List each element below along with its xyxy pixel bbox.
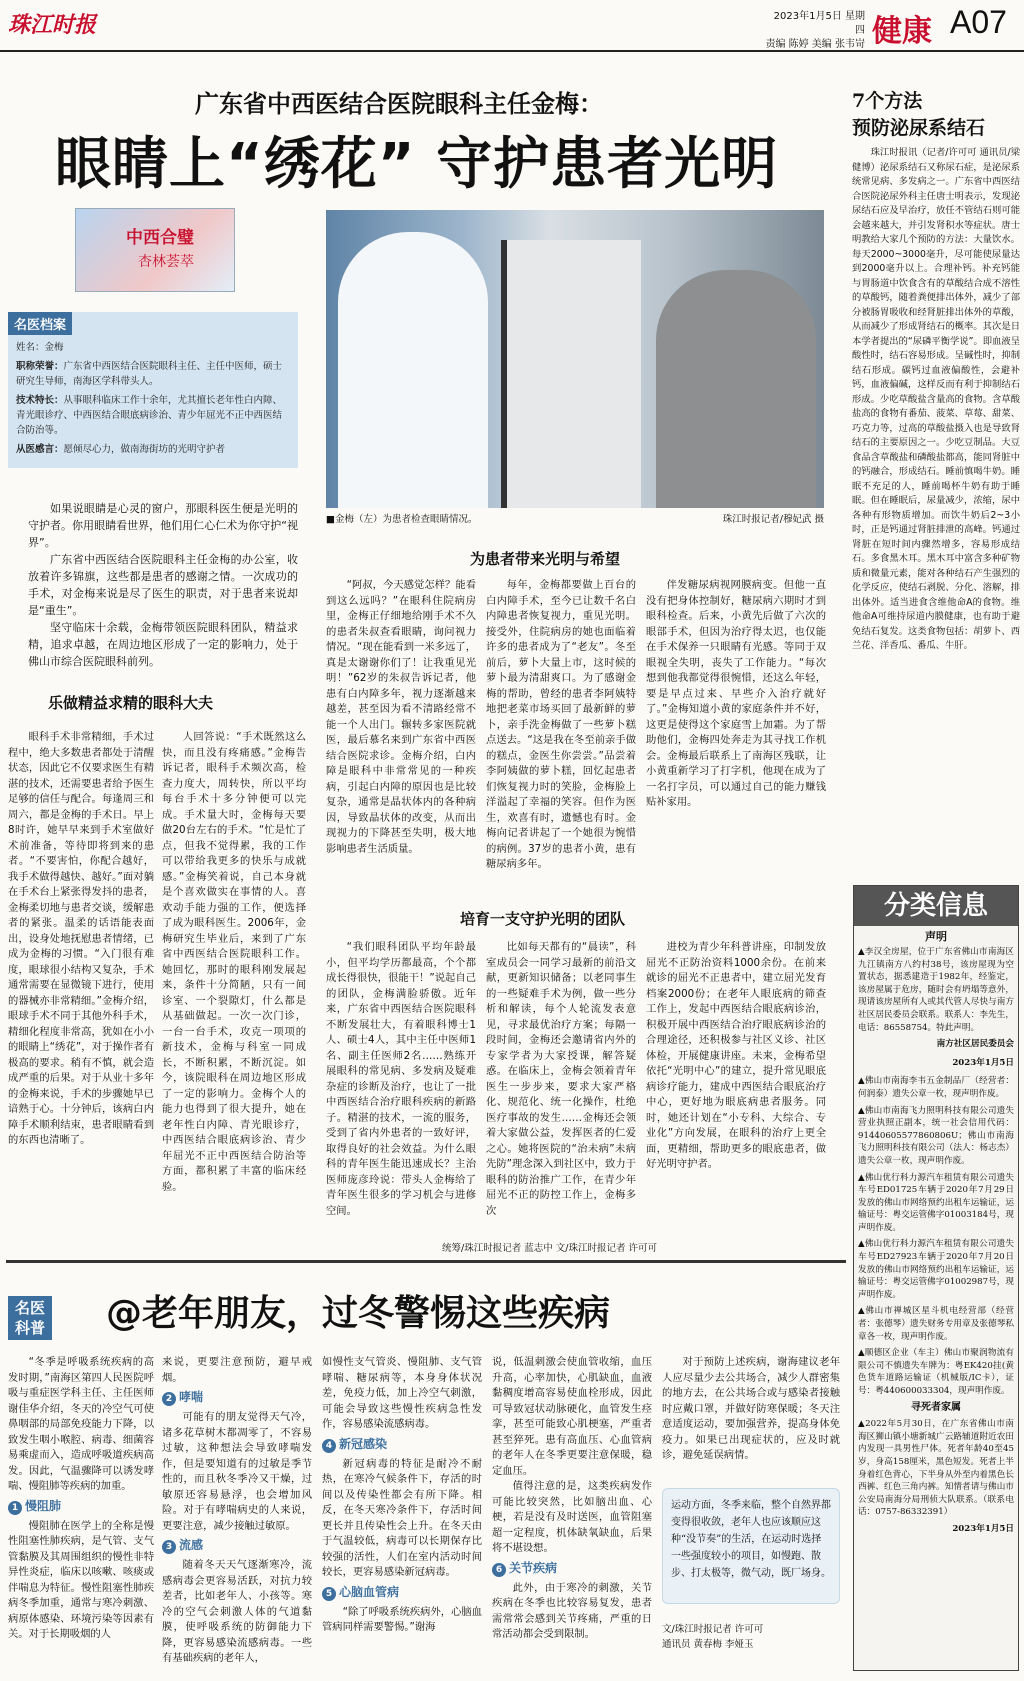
profile-tag: 名医档案 <box>8 312 72 335</box>
logo-line-1: 中西合璧 <box>126 228 194 248</box>
number-badge-2: 2 <box>162 1392 176 1406</box>
copd-text: 慢阻肺在医学上的全称是慢性阻塞性肺疾病，是气管、支气管黏膜及其周围组织的慢性非特异性炎症，临床以咳嗽、咳痰或伴喘息为特征。慢性阻塞性肺疾病冬季加重，通常与寒冷刺激、病原体感染、环境污染等因素有关。对于长期吸烟的人 <box>8 1519 154 1640</box>
article-kicker: 广东省中西医结合医院眼科主任金梅： <box>195 90 603 118</box>
body-column-1: 眼科手术非常精细，手术过程中，绝大多数患者都处于清醒状态，因此它不仅要求医生有精湛的技术，还需要患者给予医生足够的信任与配合。每逢周三和周六，都是金梅的手术日。早上8时许，她早早来到手术室做好术前准备，等待即将到来的患者。“不要害怕，你配合越好，我手术做得越快、越好。”面对躺在手术台上紧张得发抖的患者，金梅柔切地与患者交谈，缓解患者的紧张。温柔的话语能表面出，设身处地抚慰患者情绪，已成为金梅的习惯。“入门很有难度，眼球很小结构又复杂，手术通常需要在显微镜下进行，使用的器械亦非常精细。”金梅介绍，眼球手术不同于其他外科手术，精细化程度非常高，犹如在小小的眼睛上“绣花”，对于操作者有极高的要求。稍有不慎，就会造成严重的后果。对于从业十多年的金梅来说，手术的步骤她早已谙熟于心。十分钟后，该病白内障手术顺利结束，患者眼睛看到的东西也清晰了。 <box>8 731 154 1146</box>
flu-text: 随着冬天天气逐渐寒冷，流感病毒会更容易活跃，对抗力较差者，比如老年人、小孩等。寒冷的空气会刺激人体的气道黏膜，使呼吸系统的防御能力下降，更容易感染流感病毒。一些有基础疾病的老年人， <box>162 1559 312 1664</box>
masthead <box>0 0 1024 52</box>
column-logo <box>75 208 235 292</box>
article-byline: 统筹/珠江时报记者 蓝志中 文/珠江时报记者 许可可 <box>442 1243 657 1254</box>
subhead-asthma <box>162 1390 312 1406</box>
number-badge-3: 3 <box>162 1540 176 1554</box>
profile-name: 姓名：金梅 <box>16 342 64 353</box>
side-title-2: 预防泌尿系结石 <box>852 117 986 139</box>
lead-block <box>28 500 298 670</box>
body-column-7: 比如每天都有的“晨读”，科室成员会一同学习最新的前沿文献，更新知识储备；以老同事生的一些疑难手术为例，做一些分析和解读，每个人轮流发表意见，寻求最优治疗方案；每隔一段时间，金梅还会邀请省内外的专家学者为大家授课，解答疑惑。在临床上，金梅会领着青年医生一步步来，要求大家严格化、规范化、统一化操作，杜绝医疗事故的发生……金梅还会领着大家做公益，发挥医者的仁爱之心。她将医院的“治未病”未病先防”理念深入到社区中，致力于眼科的防治推广工作，在青少年屈光不正的防控工作上，金梅多次 <box>486 941 636 1217</box>
subhead-joint <box>492 1561 652 1577</box>
notice-4: ▲佛山优行科力源汽车租赁有限公司遗失车号ED01725车辆于2020年7月29日发放的佛山市网络预约出租车运输证，运输证号：粤交运管佛字01003184号，现声明作废。 <box>858 1172 1014 1233</box>
notice-8-date: 2023年1月5日 <box>952 1523 1014 1534</box>
subhead-joint-label: 关节疾病 <box>509 1560 558 1575</box>
notice-1-date: 2023年1月5日 <box>952 1057 1014 1068</box>
bottom-credit-correspondent: 通讯员 黄春梅 李娅玉 <box>662 1639 754 1650</box>
bottom-column-2 <box>162 1355 312 1675</box>
photo-slit-lamp <box>501 240 641 508</box>
classifieds-title: 分类信息 <box>854 886 1018 926</box>
section-title: 健康 <box>872 14 932 49</box>
photo-caption: ■金梅（左）为患者检查眼睛情况。 <box>326 514 478 525</box>
bottom-tag: 名医科普 <box>8 1296 52 1340</box>
profile-motto: 愿倾尽心力，做南海街坊的光明守护者 <box>63 444 226 455</box>
bottom-headline: @老年朋友，过冬警惕这些疾病 <box>106 1293 611 1334</box>
side-title-1: 7个方法 <box>852 90 923 112</box>
subhead-3: 培育一支守护光明的团队 <box>460 910 626 928</box>
bottom-column-3 <box>322 1355 482 1675</box>
subhead-covid <box>322 1437 482 1453</box>
notice-3: ▲佛山市南海飞力照明科技有限公司遗失营业执照正副本，统一社会信用代码：91440605577860806U；佛山市南海飞力照明科技有限公司（法人：杨志杰）遗失公章一枚，现声明作废。 <box>858 1105 1014 1166</box>
subhead-covid-label: 新冠感染 <box>339 1436 388 1451</box>
notice-5: ▲佛山优行科力源汽车租赁有限公司遗失车号ED27923车辆于2020年7月20日发放的佛山市网络预约出租车运输证，运输证号：粤交运管佛字01002987号，现声明作废。 <box>858 1239 1014 1300</box>
copd-text-cont: 来说，更要注意预防，避早戒烟。 <box>162 1356 312 1384</box>
subhead-copd-label: 慢阻肺 <box>25 1498 62 1513</box>
profile-skill-row <box>16 393 290 438</box>
body-column-2: 人回答说：“手术既然这么快，而且没有疼痛感。”金梅告诉记者，眼科手术频次高，检查力度大，周转快，所以平均每台手术十多分钟便可以完成。手术量大时，金梅每天要做20台左右的手术。“忙是忙了点，但我不觉得累，我的工作可以带给我更多的快乐与成就感。”金梅笑着说，自己本身就是个喜欢做实在事情的人。喜欢动手能力强的工作，便选择了成为眼科医生。2006年，金梅研究生毕业后，来到了广东省中西医结合医院眼科工作。她回忆，那时的眼科刚发展起来，条件十分简陋，只有一间诊室、一个裂隙灯，什么都是从基础做起。一次一次门诊，一台一台手术，攻克一项项的新技术，金梅与科室一同成长，不断积累，不断沉淀。如今，该院眼科在周边地区形成了一定的影响力。金梅个人的能力也得到了很大提升，她在老年性白内障、青光眼诊疗，中西医结合眼底病诊治、青少年屈光不正中西医结合防治等方面，都积累了丰富的临床经验。 <box>162 731 306 1193</box>
subhead-copd <box>8 1499 154 1515</box>
photo-caption-row <box>326 511 824 525</box>
exercise-tip-text: 运动方面，冬季来临，整个自然界都变得很收敛，老年人也应该顺应这种“没节奏”的生活，在运动时选择一些强度较小的项目，如慢跑、散步、打太极等，微气动，既厂场身。 <box>671 1500 831 1579</box>
notice-7: ▲顺德区企业（车主）佛山市聚润物流有限公司不慎遗失车牌为：粤EK420挂(黄色货车道路运输证（机械版/IC卡），证号：粤440600033304，现声明作废。 <box>858 1348 1014 1396</box>
profile-motto-row <box>16 442 290 457</box>
classifieds-subtitle: 声明 <box>925 930 947 943</box>
classifieds-text <box>858 946 1014 1542</box>
cardio-note: 值得注意的是，这类疾病发作可能比较突然，比如脑出血、心梗，若是没有及时送医，血管阻塞超一定程度，机体缺氧缺血，后果将不堪设想。 <box>492 1480 652 1554</box>
number-badge-6: 6 <box>492 1563 506 1577</box>
subhead-2: 为患者带来光明与希望 <box>470 550 621 568</box>
issue-date: 2023年1月5日 星期四 <box>773 11 865 36</box>
body-column-4: 每年，金梅都要做上百台的白内障手术，至今已让数千名白内障患者恢复视力，重见光明。接受外，住院病房的她也面临着许多的患者成为了“老友”。冬至前后，萝卜大量上市，这时候的萝卜最为清甜爽口。为了感谢金梅的帮助，曾经的患者李阿姨特地把老菜市场买回了最新鲜的萝卜，亲手洗金梅做了一些萝卜糕点送去。“这是我在冬至前亲手做的糕点，金医生你尝尝。”品尝着李阿姨做的萝卜糕，回忆起患者们恢复视力时的笑脸，金梅脸上洋溢起了幸福的笑容。但作为医生，欢喜有时，遗憾也有时。金梅向记者讲起了一个她很为惋惜的病例。37岁的患者小黄，患有糖尿病多年。 <box>486 579 636 870</box>
exercise-tip-box <box>662 1488 840 1604</box>
subhead-cardio <box>322 1585 482 1601</box>
main-photo <box>326 210 824 508</box>
bottom-credit-writer: 文/珠江时报记者 许可可 <box>662 1624 764 1635</box>
side-body: 珠江时报讯（记者/许可可 通讯员/梁健博）泌尿系结石又称尿石症，是泌尿系统常见病、多发病之一。广东省中西医结合医院泌尿外科主任唐士明表示，发现泌尿结石应及早治疗，放任不管结石则可能会越来越大，并引发肾积水等症状。唐士明教给大家几个预防的方法：大量饮水。每天2000~3000毫升，尽可能使尿量达到2000毫升以上。合理补钙。补充钙能与胃肠道中饮食含有的草酸结合成不溶性的草酸钙，随着粪便排出体外，减少了部分被肠胃吸收和经肾脏排出体外的草酸，从而减少了形成肾结石的概率。其次是日本学者提出的“尿磷平衡学说”。即血液呈酸性时，结石容易形成。呈碱性时，抑制结石形成。碳钙过血液偏酸性，会避补钙，血液偏碱，这样反而有利于抑制结石形成。少吃草酸盐含量高的食物。含草酸盐高的食物有番茄、菠菜、草莓、甜菜、巧克力等，过高的草酸盐摄入也是导致肾结石的主要原因之一。少吃豆制品。大豆食品含草酸盐和磷酸盐都高，能同肾脏中的钙融合，形成结石。睡前慎喝牛奶。睡眠不充足的人，睡前喝杯牛奶有助于睡眠。但在睡眠后，尿量减少，浓缩，尿中各种有形物质增加。而饮牛奶后2~3小时，正是钙通过肾脏排泄的高峰。钙通过肾脏在短时间内骤然增多，容易形成结石。多食黑木耳。黑木耳中富含多种矿物质和微量元素，能对各种结石产生强烈的化学反应，使结石剥脱、分化、溶解，排出体外。适当进食含维他命A的食物。维他命A可维持尿道内膜健康，也有助于避免结石复发。这类食物包括：胡萝卜、西兰花、洋香瓜、番瓜、牛肝。 <box>852 147 1020 651</box>
article-headline: 眼睛上“绣花” 守护患者光明 <box>55 132 779 197</box>
notice-2: ▲佛山市南海李韦五金制品厂（经营者：何润泰）遗失公章一枚，现声明作废。 <box>858 1076 1014 1099</box>
issue-meta <box>765 10 865 52</box>
section-divider <box>6 1260 846 1263</box>
flu-text-cont: 如慢性支气管炎、慢阻肺、支气管哮喘、糖尿病等，本身身体状况差，免疫力低，加上冷空气刺激，可能会导致这些慢性疾病急性发作，容易感染流感病毒。 <box>322 1356 482 1430</box>
body-column-6: “我们眼科团队平均年龄最小，但平均学历都最高，个个都成长得很快，很能干！”说起自己的团队，金梅满脸骄傲。近年来，广东省中西医结合医院眼科不断发展壮大，有着眼科博士1人、硕士4人，其中主任中医师1名、副主任医师2名……熟练开展眼科的常见病、多发病及疑难杂症的诊断及治疗，也让了一批中西医结合治疗眼科疾病的新路子。精湛的技术，一流的服务，受到了省内外患者的一致好评，取得良好的社会效益。为什么眼科的青年医生能迅速成长？主治医师庞彦玲说：带头人金梅给了青年医生很多的学习机会与进修空间。 <box>326 941 476 1217</box>
profile-skill-label: 技术特长： <box>16 395 64 406</box>
classifieds-box <box>853 885 1019 1671</box>
notice-8: ▲2022年5月30日，在广东省佛山市南海区狮山镇小塘新城广云路辅道附近农田内发现一具男性尸体。死者年龄40至45岁，身高158厘米，黑色短发。死者上半身着红色背心，下半身从外至内着黑色长西裤、红色三角内裤。知情者请与佛山市公安局南海分局刑侦大队联系。（联系电话：0757-86332391） <box>858 1419 1014 1518</box>
subhead-flu-label: 流感 <box>179 1538 204 1552</box>
side-article <box>852 86 1020 926</box>
notice-1: ▲李汉全房屋，位于广东省佛山市南海区九江镇南方八约村38号，该房屋现为空置状态，据悉建造于1982年，经鉴定，该房屋属于危房，随时会有坍塌等意外，现请该房屋所有人或其代管人尽快与南方社区居民委员会联系。联系人：李先生，电话：86558754。特此声明。 <box>858 947 1014 1033</box>
body-column-8: 进校为青少年科普讲座，印制发放屈光不正防治资料1000余份。在前来就诊的屈光不正患者中，建立屈光发育档案2000份；在老年人眼底病的筛查工作上，发起中西医结合眼底病诊治，积极开展中西医结合治疗眼底病诊治的合理途径，还积极参与社区义诊、社区体检，开展健康讲座。未来，金梅希望依托“光明中心”的建立，提升常见眼底病诊疗能力，建成中西医结合眼底治疗中心，更好地为眼底病患者服务。同时，她还计划在“小专科、大综合、专业化”方向发展，在眼科的治疗上更全面，更精细，帮助更多的眼底患者，做好光明守护者。 <box>646 941 826 1170</box>
photo-credit: 珠江时报记者/穆妃武 摄 <box>722 514 824 525</box>
lead-paragraph-1: 如果说眼睛是心灵的窗户，那眼科医生便是光明的守护者。你用眼睛看世界，他们用仁心仁术为你守护“视界”。 <box>28 502 298 549</box>
number-badge-5: 5 <box>322 1587 336 1601</box>
subhead-1: 乐做精益求精的眼科大夫 <box>48 694 214 712</box>
number-badge-1: 1 <box>8 1501 22 1515</box>
subhead-flu <box>162 1538 312 1554</box>
asthma-text: 可能有的朋友觉得天气冷，诸多花草树木都凋零了，不容易过敏，这种想法会导致哮喘发作，但是要知道有的过敏是季节性的，而且秋冬季冷又干燥，过敏原还容易悬浮，也会增加风险。对于有哮喘病史的人来说，更要注意，减少接触过敏原。 <box>162 1411 312 1532</box>
bottom-column-5: 对于预防上述疾病，谢海建议老年人应尽量少去公共场合，减少人群密集的地方去，在公共场合或与感染者接触时应戴口罩，并做好防寒保暖；冬天注意适度运动，要加强营养，提高身体免疫力。如果已出现症状的，应及时就诊，避免延误病情。 <box>662 1356 840 1461</box>
covid-text: 新冠病毒的特征是耐冷不耐热，在寒冷气候条件下，存活的时间以及传染性都会有所下降。相反，在冬天寒冷条件下，存活时间更长并且传染性会上升。在冬天由于气温较低，病毒可以长期保存比较强的活性，人们在室内活动时间较长，更容易感染新冠病毒。 <box>322 1457 482 1578</box>
cardio-text-cont: 说，低温刺激会使血管收缩，血压升高，心率加快，心肌缺血，血液黏稠度增高容易使血栓形成，因此可导致冠状动脉硬化，血管发生痉挛，甚至可能致心肌梗塞，严重者甚至猝死。患有高血压、心血管病的老年人在冬季更要注意保暖，稳定血压。 <box>492 1356 652 1477</box>
profile-skill: 从事眼科临床工作十余年，尤其擅长老年性白内障、青光眼诊疗、中西医结合眼底病诊治、青少年屈光不正中西医结合防治等。 <box>16 395 283 436</box>
page-number: A07 <box>950 4 1007 40</box>
profile-title-label: 职称荣誉： <box>16 361 64 372</box>
profile-title: 广东省中西医结合医院眼科主任、主任中医师，硕士研究生导师，南海区学科带头人。 <box>16 361 283 387</box>
doctor-profile <box>8 312 298 468</box>
subhead-asthma-label: 哮喘 <box>179 1390 204 1404</box>
bottom-credit <box>662 1622 763 1652</box>
number-badge-4: 4 <box>322 1439 336 1453</box>
subhead-cardio-label: 心脑血管病 <box>339 1584 400 1599</box>
newspaper-name: 珠江时报 <box>8 12 97 38</box>
notice-heading-2: 寻死者家属 <box>911 1401 961 1413</box>
profile-title-row <box>16 359 290 389</box>
body-column-5: 伴发糖尿病视网膜病变。但他一直没有把身体控制好，糖尿病六期时才到眼科检查。后来，小黄先后做了六次的眼部手术，但因为治疗得太迟，也仅能在手术保养一只眼睛有光感。等同于双眼视全失明，丧失了工作能力。“每次想到他我都觉得很惋惜，还这么年轻，要是早点过来、早些介入治疗就好了。”金梅知道小黄的家庭条件并不好，这更是使得这个家庭雪上加霜。为了帮助他们，金梅四处奔走为其寻找工作机会。金梅最后联系上了南海区残联，让小黄重新学习了打字机，他现在成为了一名打字员，可以通过自己的能力赚钱贴补家用。 <box>646 579 826 808</box>
joint-text: 此外，由于寒冷的刺激，关节疾病在冬季也比较容易复发，患者需常常会感到关节疼痛，严重的日常活动都会受到限制。 <box>492 1581 652 1640</box>
notice-6: ▲佛山市禅城区星斗机电经营部（经营者：张德琴）遗失财务专用章及张德琴私章各一枚，现声明作废。 <box>858 1306 1014 1342</box>
cardio-text: “除了呼吸系统疾病外，心脑血管病同样需要警惕。”谢海 <box>322 1605 482 1633</box>
body-column-3: “阿叔，今天感觉怎样？能看到这么远吗？”在眼科住院病房里，金梅正仔细地给刚手术不久的患者朱叔查看眼睛，询问视力情况。“现在能看到一米多远了，真是太谢谢你们了！让我重见光明！”62岁的朱叔告诉记者，他患有白内障多年，视力逐渐越来越差，甚至因为看不清路经常不能一个人出门。辗转多家医院就医，最后慕名来到广东省中西医结合医院求诊。金梅介绍，白内障是眼科中非常常见的一种疾病，引起白内障的原因也是比较复杂，通常是晶状体内的各种病因，导致晶状体的改变，从而出现视力的下降甚至失明，极大地影响患者生活质量。 <box>326 579 476 855</box>
bottom-column-4 <box>492 1355 652 1675</box>
logo-line-2: 杏林荟萃 <box>138 254 194 270</box>
photo-doctor-figure <box>338 232 488 508</box>
lead-paragraph-3: 坚守临床十余载，金梅带领医院眼科团队，精益求精，追求卓越，在周边地区形成了一定的影响力，处于佛山市综合医院眼科前列。 <box>28 621 298 668</box>
bottom-intro: “冬季是呼吸系统疾病的高发时期，”南海区第四人民医院呼吸与重症医学科主任、主任医师谢佳华介绍，冬天的冷空气可使鼻咽部的局部免疫能力下降，以致发生咽小喉腔、病毒、细菌容易乘虚而入，造成呼吸道疾病高发。因此，气温骤降可以诱发哮喘、慢阻肺等疾病的加重。 <box>8 1356 154 1492</box>
editors: 责编 陈婷 美编 张韦岢 <box>765 39 865 50</box>
lead-paragraph-2: 广东省中西医结合医院眼科主任金梅的办公室，收放着许多锦旗，这些都是患者的感谢之情。一次成功的手术，对金梅来说是尽了医生的职责，对于患者来说却是“重生”。 <box>28 553 298 617</box>
notice-1-signer: 南方社区居民委员会 <box>936 1039 1014 1050</box>
photo-patient-figure <box>656 270 816 508</box>
profile-motto-label: 从医感言： <box>16 444 64 455</box>
bottom-column-1 <box>8 1355 154 1675</box>
